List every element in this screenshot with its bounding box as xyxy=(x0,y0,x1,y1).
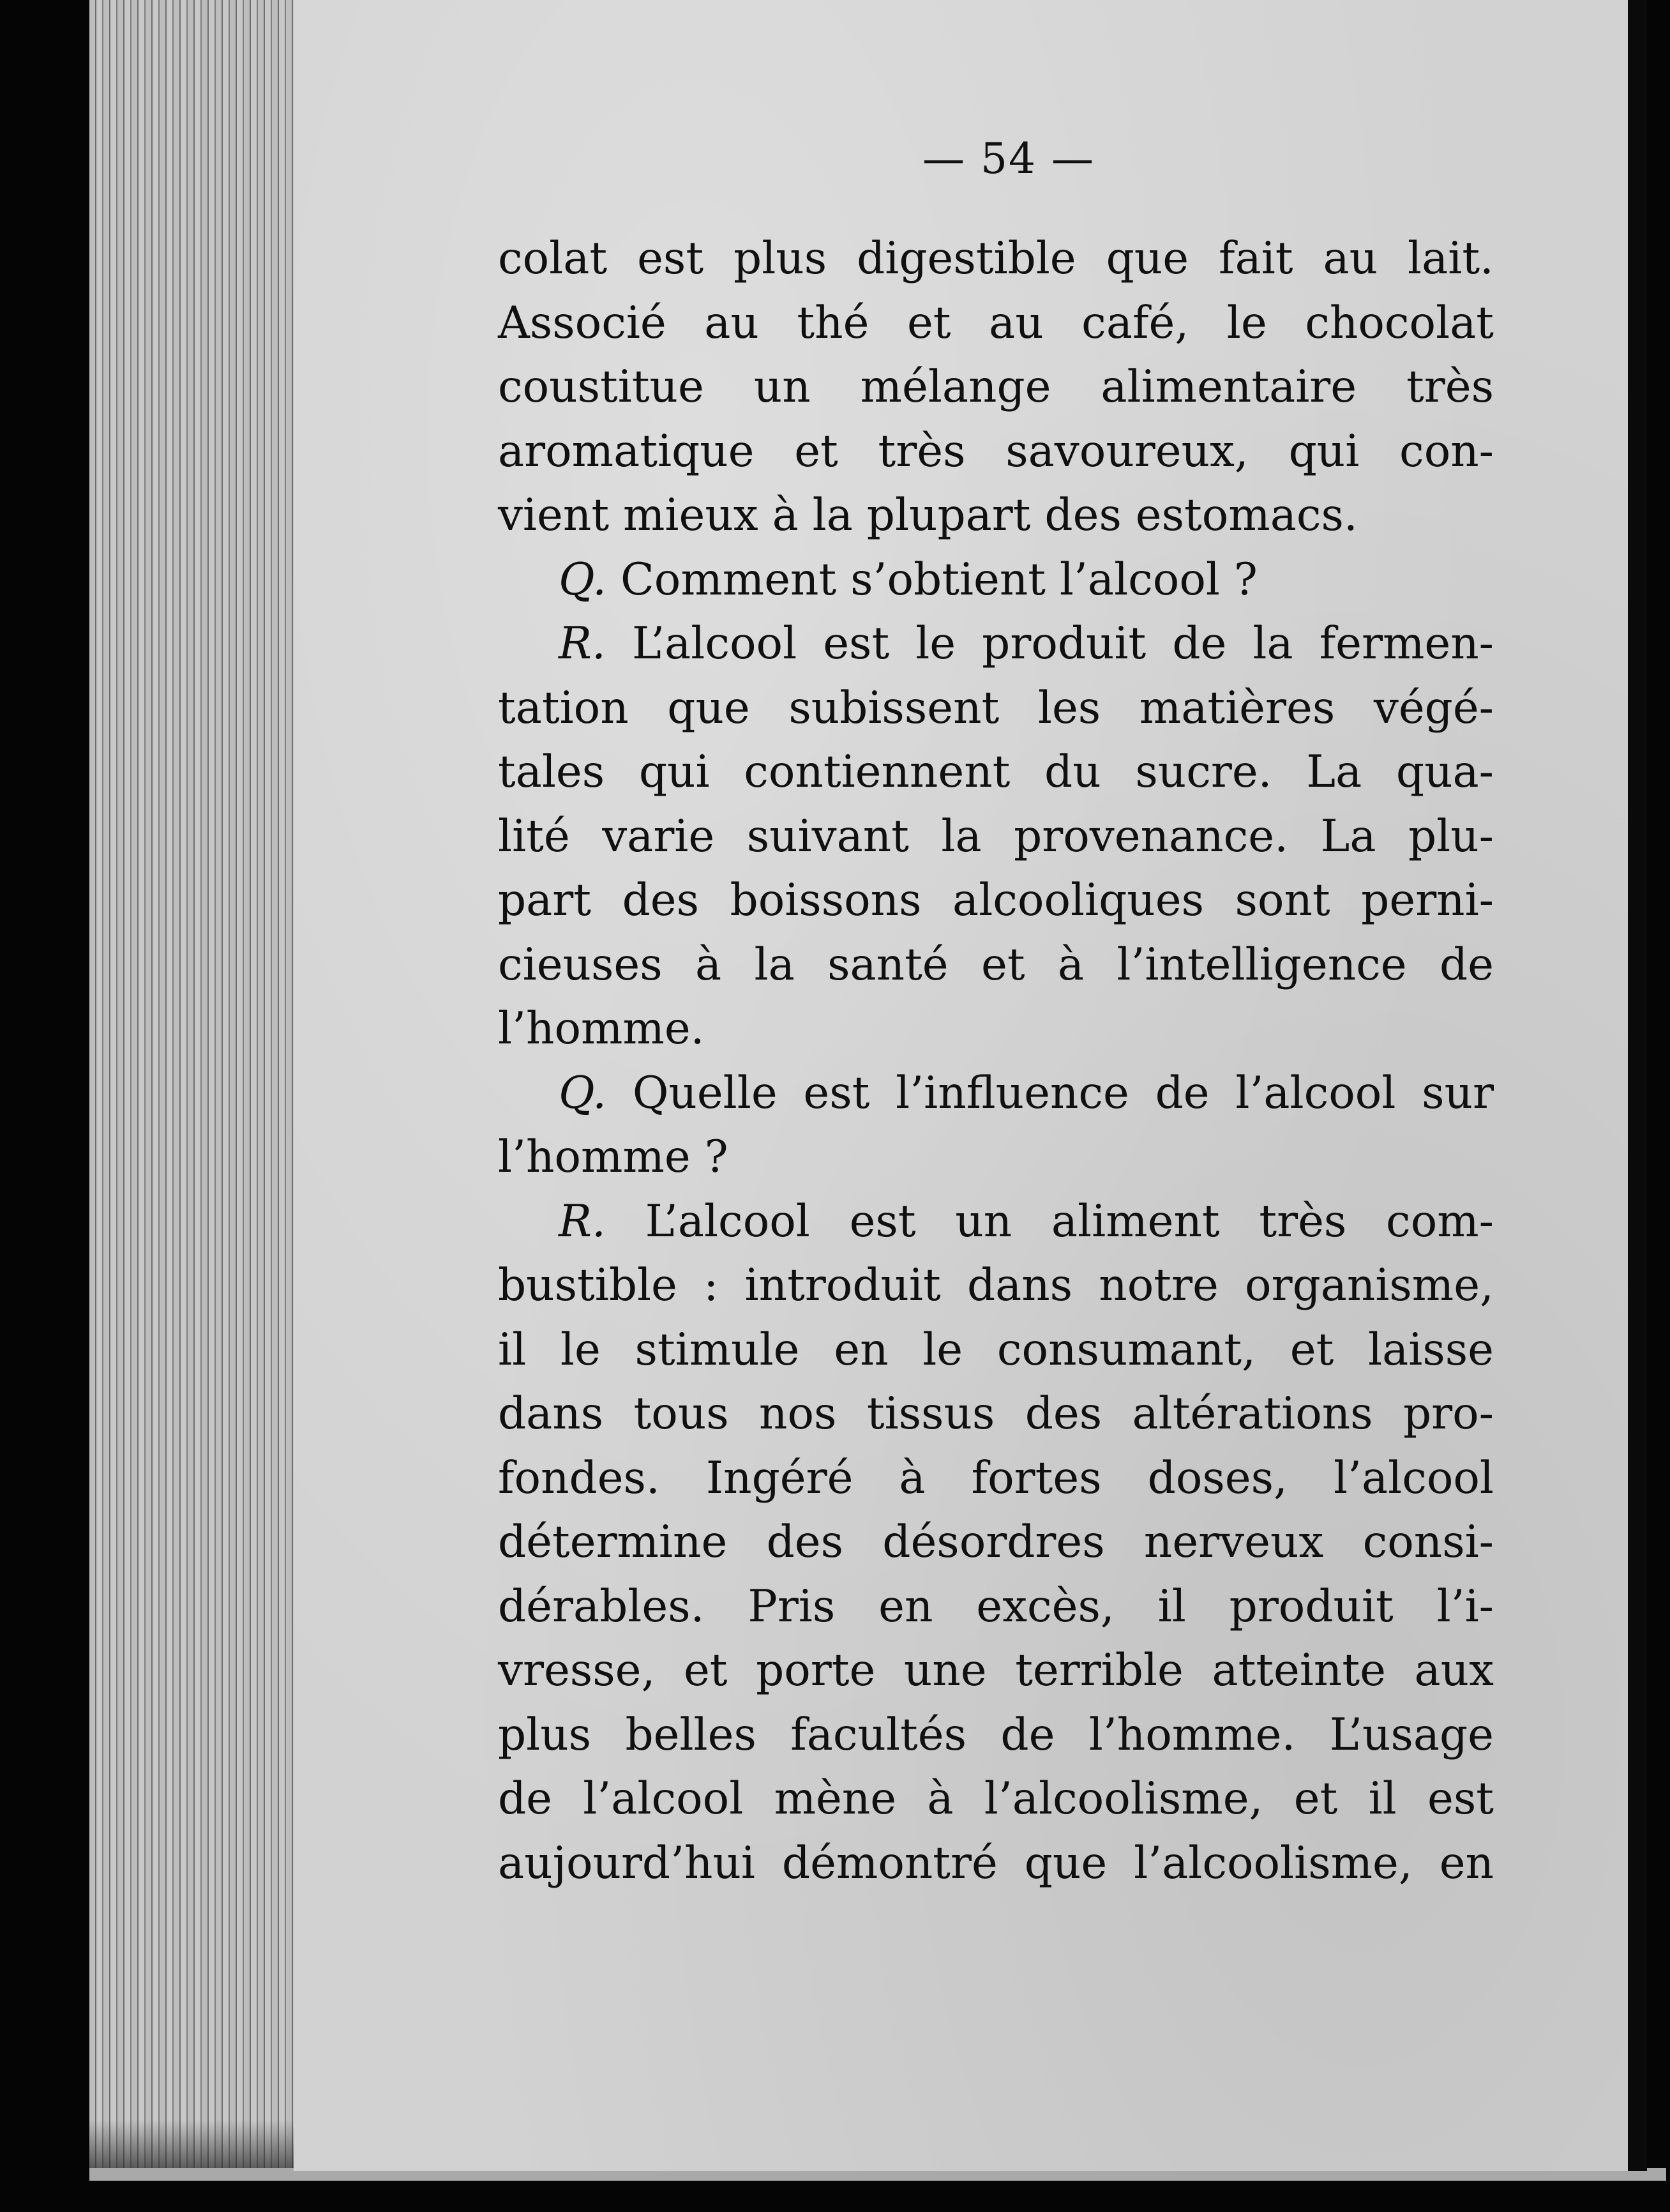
text-line-content: tation que subissent les matières végé- xyxy=(498,682,1494,734)
text-line-content: bustible : introduit dans notre organisme, xyxy=(498,1260,1494,1311)
text-line-content: colat est plus digestible que fait au lait. xyxy=(498,233,1494,284)
text-line xyxy=(498,933,1494,997)
text-line-content: Quelle est l’influence de l’alcool sur xyxy=(632,1067,1494,1119)
text-line-content: cieuses à la santé et à l’intelligence de xyxy=(498,939,1494,990)
text-line-content: de l’alcool mène à l’alcoolisme, et il est xyxy=(498,1773,1494,1824)
text-line xyxy=(498,1510,1494,1575)
question-label: Q. xyxy=(559,554,607,605)
text-line-content: tales qui contiennent du sucre. La qua- xyxy=(498,746,1494,798)
text-line-content: l’homme. xyxy=(498,1003,705,1054)
text-line xyxy=(498,548,1494,612)
text-line xyxy=(498,1125,1494,1190)
text-line-content: coustitue un mélange alimentaire très xyxy=(498,361,1494,413)
text-line-content: L’alcool est un aliment très com- xyxy=(645,1195,1494,1247)
text-line xyxy=(498,676,1494,741)
text-line-content: l’homme ? xyxy=(498,1132,728,1183)
text-line-content: vient mieux à la plupart des estomacs. xyxy=(498,490,1358,541)
text-line-content: aujourd’hui démontré que l’alcoolisme, en xyxy=(498,1837,1494,1889)
text-line-content: il le stimule en le consumant, et laisse xyxy=(498,1324,1494,1375)
text-line xyxy=(498,1318,1494,1382)
text-line-content: fondes. Ingéré à fortes doses, l’alcool xyxy=(498,1452,1494,1504)
text-line xyxy=(498,291,1494,356)
text-line xyxy=(498,1639,1494,1703)
text-line-content: vresse, et porte une terrible atteinte aux xyxy=(498,1645,1494,1696)
text-line xyxy=(498,740,1494,805)
text-line xyxy=(498,1382,1494,1446)
text-line xyxy=(498,1575,1494,1639)
text-line xyxy=(498,1254,1494,1318)
text-line-content: dans tous nos tissus des altérations pro- xyxy=(498,1388,1494,1439)
text-line xyxy=(498,868,1494,933)
text-line-content: Associé au thé et au café, le chocolat xyxy=(498,297,1494,349)
text-line-content: L’alcool est le produit de la fermen- xyxy=(631,618,1494,669)
text-line xyxy=(498,1061,1494,1126)
text-line xyxy=(498,227,1494,291)
text-line-content: part des boissons alcooliques sont perni- xyxy=(498,875,1494,926)
text-line xyxy=(498,420,1494,484)
page-number: — 54 — xyxy=(922,134,1095,183)
text-line xyxy=(498,483,1494,548)
text-line-content: aromatique et très savoureux, qui con- xyxy=(498,425,1494,477)
page-edges-stack xyxy=(89,0,309,2178)
text-line xyxy=(498,1831,1494,1896)
text-line-content: Comment s’obtient l’alcool ? xyxy=(621,554,1258,605)
body-text xyxy=(498,227,1494,1895)
answer-label: R. xyxy=(559,618,606,669)
text-line xyxy=(498,997,1494,1061)
text-line xyxy=(498,355,1494,420)
text-line-content: dérables. Pris en excès, il produit l’i- xyxy=(498,1580,1494,1632)
text-line-content: lité varie suivant la provenance. La plu- xyxy=(498,810,1494,862)
answer-label: R. xyxy=(559,1195,606,1247)
text-line-content: détermine des désordres nerveux consi- xyxy=(498,1517,1494,1568)
text-line xyxy=(498,1190,1494,1254)
text-line xyxy=(498,612,1494,676)
text-line xyxy=(498,1703,1494,1768)
question-label: Q. xyxy=(559,1067,607,1119)
text-line xyxy=(498,1446,1494,1511)
text-line xyxy=(498,805,1494,869)
text-line xyxy=(498,1767,1494,1831)
text-line-content: plus belles facultés de l’homme. L’usage xyxy=(498,1709,1494,1761)
